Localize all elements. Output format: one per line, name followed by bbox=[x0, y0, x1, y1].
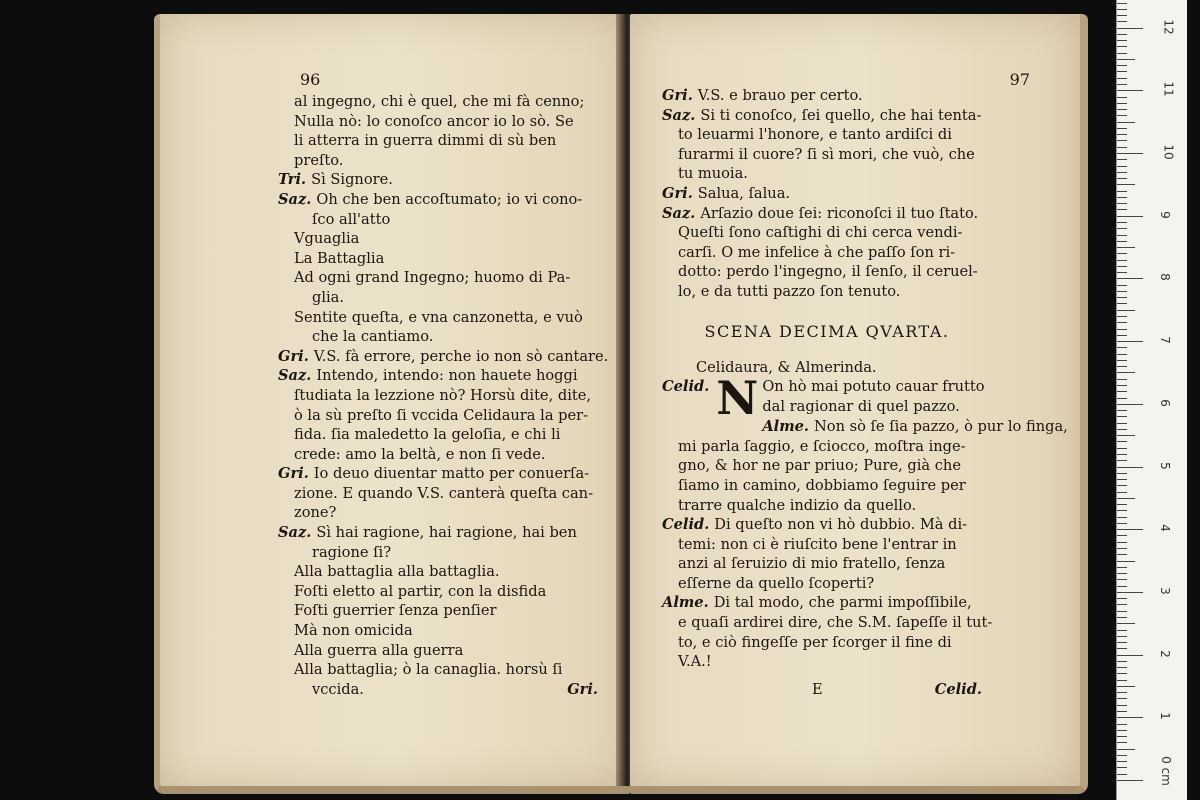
speech-line bbox=[278, 170, 618, 190]
ruler-tick bbox=[1117, 266, 1127, 267]
line-text: Alla battaglia; ò la canaglia. horsù ſi bbox=[294, 661, 563, 679]
ruler-tick bbox=[1117, 460, 1127, 461]
text-line bbox=[278, 112, 618, 132]
ruler-unit-label: 0 cm bbox=[1158, 756, 1173, 786]
speaker-label: Saz. bbox=[278, 367, 312, 385]
ruler-tick bbox=[1117, 648, 1127, 649]
ruler-tick bbox=[1117, 492, 1127, 493]
speaker-label: Gri. bbox=[662, 87, 693, 104]
ruler-tick bbox=[1117, 661, 1127, 662]
text-line bbox=[278, 601, 618, 621]
ruler-tick bbox=[1117, 567, 1127, 568]
line-text: trarre qualche indizio da quello. bbox=[678, 496, 917, 514]
text-line bbox=[662, 282, 992, 302]
speech-line bbox=[662, 204, 992, 224]
line-text: Di queſto non vi hò dubbio. Mà di- bbox=[714, 516, 968, 534]
ruler-tick bbox=[1117, 40, 1127, 41]
ruler-tick bbox=[1117, 611, 1127, 612]
ruler-number: 4 bbox=[1157, 524, 1172, 533]
ruler-tick bbox=[1117, 435, 1135, 436]
ruler-tick bbox=[1117, 203, 1127, 204]
ruler-tick bbox=[1117, 209, 1127, 210]
text-line bbox=[278, 445, 618, 465]
text-line bbox=[278, 131, 618, 151]
ruler-tick bbox=[1117, 655, 1143, 656]
text-line bbox=[278, 660, 618, 680]
ruler-tick bbox=[1117, 692, 1127, 693]
ruler-tick bbox=[1117, 448, 1127, 449]
line-text: gno, & hor ne par priuo; Pure, già che bbox=[678, 457, 961, 475]
ruler-tick bbox=[1117, 191, 1127, 192]
line-text: Oh che ben accoſtumato; io vi cono- bbox=[316, 190, 583, 208]
line-text: e quaſi ardirei dire, che S.M. ſapeſſe il tut- bbox=[678, 614, 993, 632]
ruler-tick bbox=[1117, 335, 1127, 336]
speaker-label: Alme. bbox=[662, 594, 709, 612]
page-footer bbox=[662, 680, 992, 700]
text-line bbox=[662, 437, 992, 457]
ruler-tick bbox=[1117, 441, 1127, 442]
ruler-tick bbox=[1117, 366, 1127, 367]
text-line bbox=[662, 613, 992, 633]
speech-line bbox=[662, 593, 992, 613]
ruler-tick bbox=[1117, 717, 1143, 718]
line-text: ò la sù preſto ſi vccida Celidaura la per- bbox=[294, 406, 589, 424]
ruler-tick bbox=[1117, 228, 1127, 229]
line-text: mi parla ſaggio, e ſciocco, moſtra inge- bbox=[678, 437, 966, 455]
ruler-number: 5 bbox=[1157, 461, 1172, 470]
ruler-tick bbox=[1117, 303, 1127, 304]
text-line bbox=[278, 543, 618, 563]
ruler-tick bbox=[1117, 398, 1127, 399]
ruler-tick bbox=[1117, 529, 1143, 530]
ruler-tick bbox=[1117, 291, 1127, 292]
ruler-tick bbox=[1117, 260, 1127, 261]
catchword: Gri. bbox=[567, 680, 598, 698]
speaker-label: Saz. bbox=[278, 190, 312, 208]
line-text: al ingegno, chi è quel, che mi fà cenno; bbox=[294, 93, 585, 110]
ruler-tick bbox=[1117, 780, 1143, 781]
ruler-tick bbox=[1117, 617, 1127, 618]
line-text: Arſazio doue ſei: riconoſci il tuo ſtato. bbox=[700, 204, 979, 222]
scene-heading: SCENA DECIMA QVARTA. bbox=[704, 321, 950, 341]
text-line bbox=[662, 456, 992, 476]
line-text: carſi. O me infelice à che paſſo ſon ri- bbox=[678, 243, 956, 261]
ruler-tick bbox=[1117, 485, 1127, 486]
speaker-label: Saz. bbox=[278, 524, 312, 542]
ruler-tick bbox=[1117, 542, 1127, 543]
ruler-tick bbox=[1117, 510, 1127, 511]
ruler-tick bbox=[1117, 21, 1127, 22]
text-line bbox=[278, 268, 618, 288]
right-page-upper-lines bbox=[662, 86, 992, 302]
ruler-tick bbox=[1117, 592, 1143, 593]
text-line bbox=[278, 210, 618, 230]
speaker-label: Celid. bbox=[662, 378, 710, 396]
ruler-tick bbox=[1117, 316, 1127, 317]
ruler-tick bbox=[1117, 573, 1127, 574]
ruler-tick bbox=[1117, 554, 1127, 555]
ruler-tick bbox=[1117, 46, 1127, 47]
ruler-tick bbox=[1117, 253, 1127, 254]
right-page bbox=[630, 14, 1088, 794]
ruler-tick bbox=[1117, 347, 1127, 348]
line-text: Si ti conoſco, ſei quello, che hai tenta- bbox=[700, 106, 982, 124]
line-text: dotto: perdo l'ingegno, il ſenſo, il ceruel- bbox=[678, 263, 978, 281]
text-line bbox=[662, 476, 992, 496]
line-text: ſiamo in camino, dobbiamo ſeguire per bbox=[678, 476, 966, 494]
ruler-tick bbox=[1117, 385, 1127, 386]
line-text: che la cantiamo. bbox=[312, 328, 434, 346]
line-text: V.S. e brauo per certo. bbox=[697, 87, 863, 104]
line-text: glia. bbox=[312, 288, 345, 306]
right-page-text bbox=[662, 86, 1068, 699]
ruler-tick bbox=[1117, 636, 1127, 637]
ruler-number: 3 bbox=[1157, 587, 1172, 595]
line-text: fida. ſia maledetto la geloſia, e chi li bbox=[294, 426, 561, 444]
ruler-tick bbox=[1117, 310, 1135, 311]
ruler-tick bbox=[1117, 742, 1127, 743]
ruler-tick bbox=[1117, 379, 1127, 380]
ruler-tick bbox=[1117, 90, 1143, 91]
ruler-tick bbox=[1117, 9, 1127, 10]
centimeter-ruler bbox=[1116, 0, 1187, 800]
ruler-tick bbox=[1117, 429, 1127, 430]
ruler-number: 7 bbox=[1157, 336, 1172, 344]
ruler-tick bbox=[1117, 115, 1127, 116]
ruler-tick bbox=[1117, 184, 1135, 185]
speaker-label: Gri. bbox=[278, 347, 309, 365]
ruler-number: 11 bbox=[1161, 81, 1176, 97]
line-text: ragione ſi? bbox=[312, 543, 392, 561]
text-line bbox=[278, 308, 618, 328]
text-line: On hò mai potuto cauar frutto bbox=[762, 378, 985, 396]
ruler-tick bbox=[1117, 147, 1127, 148]
ruler-tick bbox=[1117, 285, 1127, 286]
text-line bbox=[662, 633, 992, 653]
ruler-tick bbox=[1117, 354, 1127, 355]
ruler-number: 10 bbox=[1161, 144, 1176, 160]
text-line bbox=[662, 223, 992, 243]
line-text: Nulla nò: lo conoſco ancor io lo sò. Se bbox=[294, 112, 574, 130]
ruler-tick bbox=[1117, 59, 1135, 60]
text-line bbox=[662, 145, 992, 165]
line-text: Vguaglia bbox=[294, 230, 360, 248]
text-line bbox=[278, 92, 618, 112]
text-line bbox=[278, 484, 618, 504]
ruler-tick bbox=[1117, 517, 1127, 518]
line-text: ſco all'atto bbox=[312, 210, 391, 228]
text-line bbox=[278, 406, 618, 426]
line-text: V.A.! bbox=[678, 653, 712, 671]
speech-line bbox=[662, 417, 1068, 437]
ruler-tick bbox=[1117, 153, 1143, 154]
text-line bbox=[278, 680, 618, 700]
text-line: dal ragionar di quel pazzo. bbox=[762, 397, 960, 415]
ruler-tick bbox=[1117, 673, 1127, 674]
ruler-tick bbox=[1117, 15, 1127, 16]
line-text: to leuarmi l'honore, e tanto ardiſci di bbox=[678, 126, 952, 144]
ruler-tick bbox=[1117, 34, 1127, 35]
line-text: tu muoia. bbox=[678, 165, 748, 183]
line-text: Sì hai ragione, hai ragione, hai ben bbox=[316, 524, 577, 542]
line-text: Alla battaglia alla battaglia. bbox=[294, 563, 500, 581]
open-book bbox=[150, 14, 1090, 786]
line-text: temi: non ci è riuſcito bene l'entrar in bbox=[678, 535, 957, 553]
speaker-label: Saz. bbox=[662, 204, 696, 222]
line-text: La Battaglia bbox=[294, 249, 385, 267]
text-line bbox=[278, 229, 618, 249]
text-line bbox=[278, 425, 618, 445]
speech-line bbox=[662, 184, 992, 204]
text-line bbox=[278, 288, 618, 308]
ruler-tick bbox=[1117, 235, 1127, 236]
ruler-tick bbox=[1117, 297, 1127, 298]
line-text: furarmi il cuore? ſi sì mori, che vuò, che bbox=[678, 145, 975, 163]
ruler-tick bbox=[1117, 586, 1127, 587]
right-page-lower-lines bbox=[662, 417, 1068, 672]
ruler-tick bbox=[1117, 222, 1127, 223]
ruler-tick bbox=[1117, 736, 1127, 737]
ruler-tick bbox=[1117, 523, 1127, 524]
text-line bbox=[278, 582, 618, 602]
speech-line bbox=[278, 366, 618, 386]
line-text: Mà non omicida bbox=[294, 622, 413, 640]
ruler-tick bbox=[1117, 498, 1135, 499]
ruler-tick bbox=[1117, 561, 1135, 562]
ruler-tick bbox=[1117, 416, 1127, 417]
ruler-tick bbox=[1117, 711, 1127, 712]
ruler-tick bbox=[1117, 404, 1143, 405]
ruler-number: 9 bbox=[1157, 210, 1172, 219]
ruler-tick bbox=[1117, 278, 1143, 279]
ruler-tick bbox=[1117, 140, 1127, 141]
line-text: ſtudiata la lezzione nò? Horsù dite, dite, bbox=[294, 386, 591, 404]
line-text: Foſti guerrier ſenza penſier bbox=[294, 602, 497, 620]
text-line bbox=[278, 249, 618, 269]
text-line bbox=[662, 574, 992, 594]
text-line bbox=[278, 621, 618, 641]
text-line bbox=[662, 496, 992, 516]
signature-mark: E bbox=[812, 680, 823, 698]
speaker-label: Alme. bbox=[762, 418, 810, 436]
ruler-tick bbox=[1117, 122, 1135, 123]
ruler-tick bbox=[1117, 197, 1127, 198]
ruler-tick bbox=[1117, 755, 1127, 756]
ruler-tick bbox=[1117, 166, 1127, 167]
speech-line bbox=[662, 86, 992, 106]
left-page bbox=[154, 14, 630, 794]
line-text: Ad ogni grand Ingegno; huomo di Pa- bbox=[294, 269, 571, 287]
speaker-label: Saz. bbox=[662, 106, 696, 124]
ruler-tick bbox=[1117, 454, 1127, 455]
speaker-label: Gri. bbox=[278, 465, 309, 483]
ruler-tick bbox=[1117, 341, 1143, 342]
ruler-tick bbox=[1117, 686, 1135, 687]
speech-line bbox=[662, 106, 992, 126]
ruler-tick bbox=[1117, 630, 1127, 631]
opening-paragraph bbox=[662, 371, 992, 426]
ruler-tick bbox=[1117, 241, 1127, 242]
ruler-tick bbox=[1117, 134, 1127, 135]
ruler-tick bbox=[1117, 272, 1127, 273]
ruler-tick bbox=[1117, 642, 1127, 643]
ruler-tick bbox=[1117, 159, 1127, 160]
ruler-tick bbox=[1117, 423, 1127, 424]
text-line bbox=[662, 125, 992, 145]
line-text: Foſti eletto al partir, con la disfida bbox=[294, 582, 547, 600]
text-line bbox=[278, 641, 618, 661]
text-line bbox=[662, 554, 992, 574]
ruler-tick bbox=[1117, 360, 1127, 361]
ruler-tick bbox=[1117, 103, 1127, 104]
line-text: zone? bbox=[294, 504, 337, 522]
ruler-tick bbox=[1117, 109, 1127, 110]
line-text: anzi al ſeruizio di mio fratello, ſenza bbox=[678, 555, 946, 573]
ruler-tick bbox=[1117, 579, 1127, 580]
line-text: Intendo, intendo: non hauete hoggi bbox=[316, 367, 578, 385]
line-text: Di tal modo, che parmi impoſſibile, bbox=[713, 594, 972, 612]
line-text: Alla guerra alla guerra bbox=[294, 641, 464, 659]
ruler-tick bbox=[1117, 473, 1127, 474]
speech-line bbox=[278, 347, 618, 367]
line-text: Io deuo diuentar matto per conuerſa- bbox=[313, 465, 590, 483]
text-line bbox=[278, 327, 618, 347]
ruler-number: 1 bbox=[1157, 712, 1172, 721]
text-line bbox=[662, 262, 992, 282]
ruler-tick bbox=[1117, 767, 1127, 768]
ruler-tick bbox=[1117, 467, 1143, 468]
line-text: V.S. fà errore, perche io non sò cantare. bbox=[313, 347, 609, 365]
ruler-tick bbox=[1117, 247, 1135, 248]
ruler-tick bbox=[1117, 391, 1127, 392]
line-text: Sentite queſta, e vna canzonetta, e vuò bbox=[294, 308, 583, 326]
ruler-tick bbox=[1117, 749, 1135, 750]
ruler-tick bbox=[1117, 598, 1127, 599]
drop-cap: N bbox=[716, 371, 759, 426]
ruler-number: 6 bbox=[1157, 398, 1172, 407]
ruler-tick bbox=[1117, 78, 1127, 79]
ruler-tick bbox=[1117, 372, 1135, 373]
line-text: to, e ciò fingeſſe per ſcorger il fine di bbox=[678, 633, 952, 651]
ruler-number: 12 bbox=[1161, 18, 1176, 35]
speech-line bbox=[278, 190, 618, 210]
ruler-tick bbox=[1117, 774, 1127, 775]
line-text: vccida. bbox=[312, 680, 364, 698]
ruler-tick bbox=[1117, 216, 1143, 217]
ruler-tick bbox=[1117, 71, 1127, 72]
line-text: Sì Signore. bbox=[311, 171, 393, 189]
ruler-tick bbox=[1117, 535, 1127, 536]
ruler-tick bbox=[1117, 705, 1127, 706]
text-line bbox=[662, 652, 992, 672]
ruler-tick bbox=[1117, 178, 1127, 179]
ruler-tick bbox=[1117, 28, 1143, 29]
ruler-tick bbox=[1117, 172, 1127, 173]
speech-line bbox=[278, 464, 618, 484]
line-text: Salua, ſalua. bbox=[697, 184, 791, 202]
text-line bbox=[662, 535, 992, 555]
ruler-tick bbox=[1117, 604, 1127, 605]
ruler-tick bbox=[1117, 329, 1127, 330]
ruler-number: 2 bbox=[1157, 649, 1172, 658]
text-line bbox=[278, 562, 618, 582]
page-number-right: 97 bbox=[1009, 70, 1030, 89]
ruler-tick bbox=[1117, 65, 1127, 66]
speaker-label: Celid. bbox=[662, 516, 710, 534]
ruler-tick bbox=[1117, 724, 1127, 725]
ruler-tick bbox=[1117, 761, 1127, 762]
speaker-label: Gri. bbox=[662, 184, 693, 202]
line-text: eſſerne da quello ſcoperti? bbox=[678, 574, 875, 592]
ruler-tick bbox=[1117, 322, 1127, 323]
catchword: Celid. bbox=[934, 680, 982, 698]
line-text: Queſti ſono caſtighi di chi cerca vendi- bbox=[678, 224, 963, 242]
ruler-tick bbox=[1117, 84, 1127, 85]
ruler-tick bbox=[1117, 97, 1127, 98]
ruler-tick bbox=[1117, 698, 1127, 699]
ruler-tick bbox=[1117, 410, 1127, 411]
ruler-tick bbox=[1117, 3, 1127, 4]
line-text: zione. E quando V.S. canterà queſta can- bbox=[294, 484, 594, 502]
left-page-text bbox=[278, 92, 618, 699]
ruler-tick bbox=[1117, 128, 1127, 129]
text-line bbox=[278, 386, 618, 406]
ruler-tick bbox=[1117, 479, 1127, 480]
line-text: preſto. bbox=[294, 151, 344, 169]
ruler-tick bbox=[1117, 730, 1127, 731]
line-text: lo, e da tutti pazzo ſon tenuto. bbox=[678, 282, 901, 300]
speech-line bbox=[278, 523, 618, 543]
speaker-label: Tri. bbox=[278, 171, 307, 189]
text-line bbox=[278, 503, 618, 523]
page-number-left: 96 bbox=[300, 70, 321, 89]
scene-characters: Celidaura, & Almerinda. bbox=[696, 358, 877, 376]
ruler-tick bbox=[1117, 504, 1127, 505]
ruler-tick bbox=[1117, 667, 1127, 668]
speech-line bbox=[662, 515, 992, 535]
line-text: crede: amo la beltà, e non ſi vede. bbox=[294, 445, 546, 463]
line-text: Non sò ſe ſia pazzo, ò pur lo finga, bbox=[814, 418, 1068, 436]
ruler-number: 8 bbox=[1157, 273, 1172, 282]
ruler-tick bbox=[1117, 623, 1135, 624]
ruler-tick bbox=[1117, 548, 1127, 549]
ruler-tick bbox=[1117, 53, 1127, 54]
text-line bbox=[278, 151, 618, 171]
text-line bbox=[662, 164, 992, 184]
text-line bbox=[662, 243, 992, 263]
line-text: li atterra in guerra dimmi di sù ben bbox=[294, 132, 557, 150]
ruler-tick bbox=[1117, 680, 1127, 681]
